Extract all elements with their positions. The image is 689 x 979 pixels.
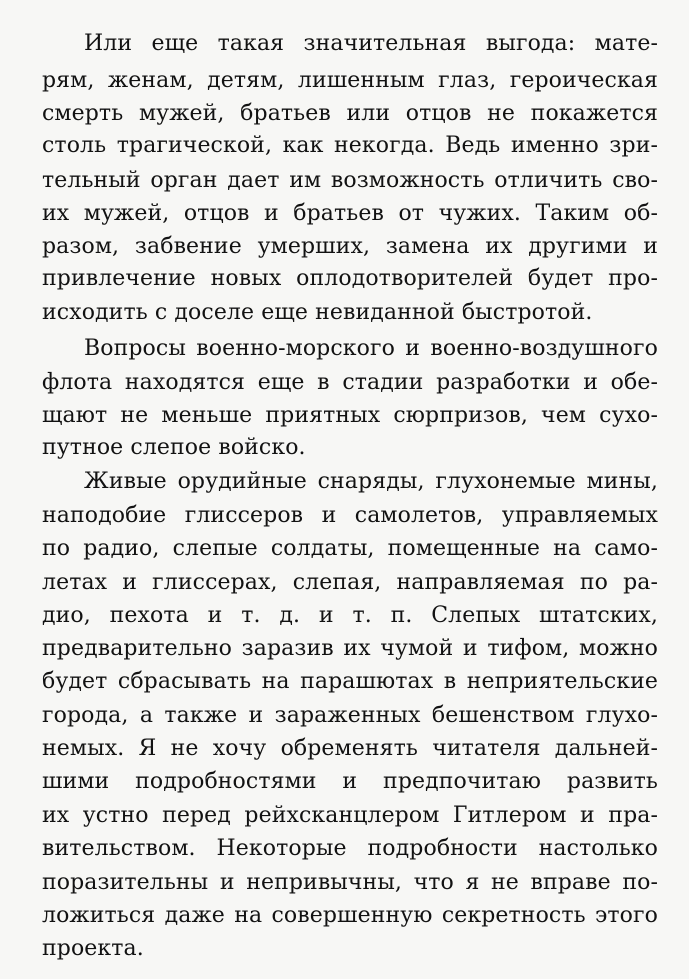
text-page — [42, 0, 658, 979]
text-line: разом, забвение умерших, замена их другими и — [42, 234, 658, 259]
text-line: летах и глиссерах, слепая, направляемая по ра- — [42, 570, 658, 595]
text-line: смерть мужей, братьев или отцов не покажется — [42, 101, 658, 126]
text-line: вительством. Некоторые подробности настолько — [42, 836, 658, 861]
text-line: шими подробностями и предпочитаю развить — [42, 769, 658, 794]
text-line: по радио, слепые солдаты, помещенные на само- — [42, 536, 658, 561]
text-line: предварительно заразив их чумой и тифом, можно — [42, 636, 658, 661]
text-line: дио, пехота и т. д. и т. п. Слепых штатских, — [42, 603, 658, 628]
text-line: поразительны и непривычны, что я не вправе по- — [42, 870, 658, 895]
text-line: щают не меньше приятных сюрпризов, чем сухо- — [42, 403, 658, 428]
text-line: исходить с доселе еще невиданной быстротой. — [42, 300, 593, 325]
text-line: Вопросы военно-морского и военно-воздушного — [84, 336, 658, 361]
text-line: наподобие глиссеров и самолетов, управляемых — [42, 503, 658, 528]
text-line: путное слепое войско. — [42, 435, 306, 460]
text-line: флота находятся еще в стадии разработки и обе- — [42, 370, 658, 395]
text-line: их устно перед рейхсканцлером Гитлером и пра- — [42, 803, 658, 828]
text-line: их мужей, отцов и братьев от чужих. Таким об- — [42, 201, 658, 226]
text-line: Живые орудийные снаряды, глухонемые мины, — [84, 469, 658, 494]
text-line: немых. Я не хочу обременять читателя дальней- — [42, 736, 658, 761]
text-line: проекта. — [42, 936, 144, 961]
text-line: тельный орган дает им возможность отличить сво- — [42, 168, 658, 193]
text-line: города, а также и зараженных бешенством глухо- — [42, 703, 658, 728]
text-line: привлечение новых оплодотворителей будет про- — [42, 266, 658, 291]
text-line: будет сбрасывать на парашютах в неприятельские — [42, 669, 658, 694]
text-line: Или еще такая значительная выгода: мате- — [84, 31, 658, 56]
text-line: рям, женам, детям, лишенным глаз, героическая — [42, 68, 658, 93]
text-line: столь трагической, как некогда. Ведь именно зри- — [42, 133, 658, 158]
text-line: ложиться даже на совершенную секретность этого — [42, 903, 658, 928]
